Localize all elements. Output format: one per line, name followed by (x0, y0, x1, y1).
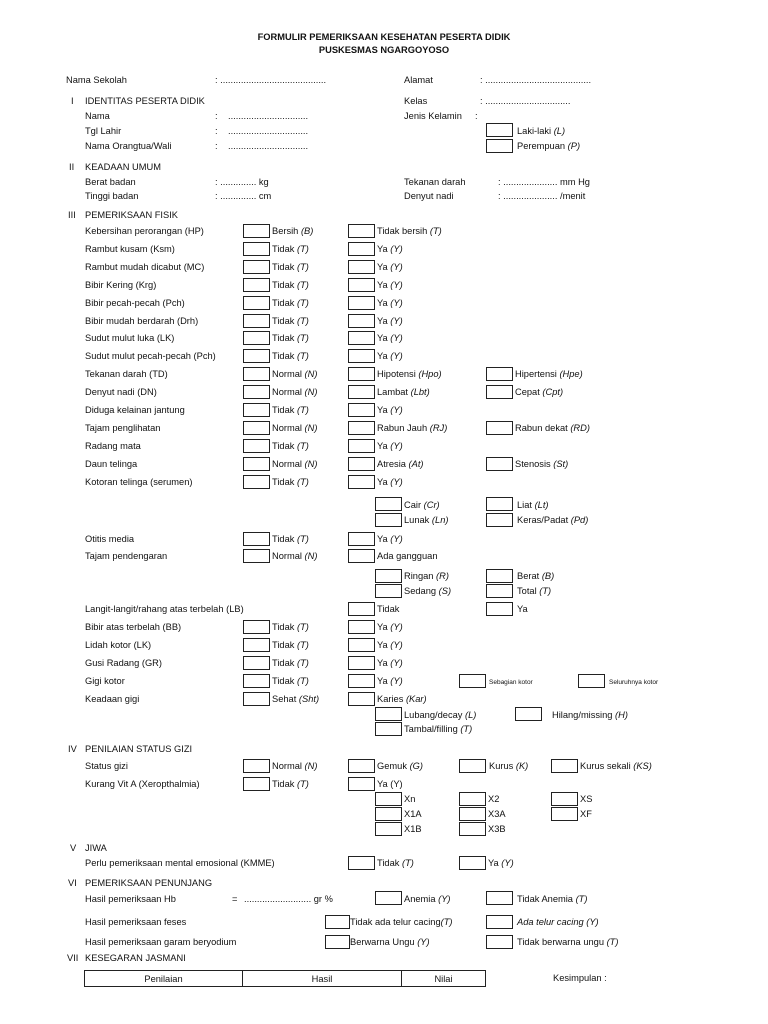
section-1-number: I (71, 96, 74, 106)
tajam-penglihatan-rabun-jauh-checkbox[interactable] (348, 421, 375, 435)
gusi-radang-gr-tidak-checkbox[interactable] (243, 656, 270, 670)
vita-tidak-option: Tidak (T) (272, 779, 309, 789)
bibir-pecah-pecah-pch-ya-checkbox[interactable] (348, 296, 375, 310)
lunak-checkbox[interactable] (375, 513, 402, 527)
radang-mata-tidak-option: Tidak (T) (272, 440, 309, 451)
daun-telinga-normal-option: Normal (N) (272, 458, 318, 469)
rambut-kusam-ksm-ya-option: Ya (Y) (377, 243, 403, 254)
bibir-kering-krg-ya-checkbox[interactable] (348, 278, 375, 292)
total-checkbox[interactable] (486, 584, 513, 598)
denyut-nadi-field[interactable]: : ..................... /menit (498, 191, 586, 201)
kurus-checkbox[interactable] (459, 759, 486, 773)
x3a-checkbox[interactable] (459, 807, 486, 821)
denyut-nadi-label: Denyut nadi (404, 191, 454, 201)
x1b-checkbox[interactable] (375, 822, 402, 836)
feses-label: Hasil pemeriksaan feses (85, 917, 187, 927)
row-label-tajam-penglihatan: Tajam penglihatan (85, 422, 161, 433)
vita-label: Kurang Vit A (Xeropthalmia) (85, 779, 200, 789)
jenis-kelamin-label: Jenis Kelamin (404, 111, 462, 121)
tekanan-darah-label: Tekanan darah (404, 177, 466, 187)
denyut-nadi-dn-normal-option: Normal (N) (272, 387, 318, 398)
tidak-cacing-option: Tidak ada telur cacing(T) (350, 917, 453, 927)
liat-option: Liat (Lt) (517, 500, 549, 510)
gigi-kotor-label: Gigi kotor (85, 676, 125, 686)
laki-laki-option: Laki-laki (L) (517, 126, 566, 136)
xn-option: Xn (404, 794, 416, 804)
gigi-tidak-option: Tidak (T) (272, 676, 309, 686)
table-header-penilaian: Penilaian (85, 971, 243, 987)
otitis-tidak-option: Tidak (T) (272, 534, 309, 544)
langit-ya-checkbox[interactable] (486, 602, 513, 616)
keadaan-gigi-label: Keadaan gigi (85, 694, 140, 704)
seluruh-kotor-checkbox[interactable] (578, 674, 605, 688)
cair-checkbox[interactable] (375, 497, 402, 511)
rambut-mudah-dicabut-mc-ya-checkbox[interactable] (348, 260, 375, 274)
berat-checkbox[interactable] (486, 569, 513, 583)
row-label-sudut-mulut-pecah-pecah-pch: Sudut mulut pecah-pecah (Pch) (85, 351, 216, 362)
denyut-nadi-dn-lambat-option: Lambat (Lbt) (377, 387, 430, 398)
tambal-option: Tambal/filling (T) (404, 724, 473, 734)
laki-laki-checkbox[interactable] (486, 123, 513, 137)
lidah-kotor-lk-ya-option: Ya (Y) (377, 640, 403, 650)
garam-label: Hasil pemeriksaan garam beryodium (85, 937, 237, 947)
table-header-nilai: Nilai (402, 971, 486, 987)
tajam-penglihatan-rabun-jauh-option: Rabun Jauh (RJ) (377, 422, 448, 433)
row-label-bibir-pecah-pecah-pch: Bibir pecah-pecah (Pch) (85, 297, 185, 308)
lunak-option: Lunak (Ln) (404, 515, 449, 525)
pendengaran-label: Tajam pendengaran (85, 551, 168, 561)
diduga-kelainan-jantung-tidak-checkbox[interactable] (243, 403, 270, 417)
denyut-nadi-dn-cepat-option: Cepat (Cpt) (515, 387, 564, 398)
xs-option: XS (580, 794, 593, 804)
gigi-ya-option: Ya (Y) (377, 676, 403, 686)
gizi-normal-option: Normal (N) (272, 761, 318, 771)
ada-cacing-checkbox[interactable] (486, 915, 513, 929)
otitis-tidak-checkbox[interactable] (243, 532, 270, 546)
x1b-option: X1B (404, 824, 422, 834)
bibir-mudah-berdarah-drh-ya-option: Ya (Y) (377, 315, 403, 326)
otitis-ya-checkbox[interactable] (348, 532, 375, 546)
tambal-checkbox[interactable] (375, 722, 402, 736)
section-1-title: IDENTITAS PESERTA DIDIK (85, 96, 205, 106)
xn-checkbox[interactable] (375, 792, 402, 806)
vita-ya-checkbox[interactable] (348, 777, 375, 791)
dengar-normal-option: Normal (N) (272, 551, 318, 561)
row-label-lidah-kotor-lk: Lidah kotor (LK) (85, 640, 152, 650)
section-4-number: IV (68, 744, 77, 754)
seluruh-kotor-option: Seluruhnya kotor (609, 679, 659, 686)
kotoran-telinga-serumen-tidak-checkbox[interactable] (243, 475, 270, 489)
row-label-daun-telinga: Daun telinga (85, 458, 138, 469)
sudut-mulut-luka-lk-ya-checkbox[interactable] (348, 331, 375, 345)
ortu-field[interactable]: ............................... (228, 141, 309, 151)
bibir-atas-terbelah-bb-tidak-checkbox[interactable] (243, 620, 270, 634)
denyut-nadi-dn-normal-checkbox[interactable] (243, 385, 270, 399)
tinggi-badan-field[interactable]: : .............. cm (215, 191, 272, 201)
gigi-tidak-checkbox[interactable] (243, 674, 270, 688)
alamat-label: Alamat (404, 75, 433, 85)
section-2-title: KEADAAN UMUM (85, 162, 161, 172)
denyut-nadi-dn-cepat-checkbox[interactable] (486, 385, 513, 399)
denyut-nadi-dn-lambat-checkbox[interactable] (348, 385, 375, 399)
anemia-option: Anemia (Y) (404, 894, 451, 904)
ringan-option: Ringan (R) (404, 571, 449, 581)
tekanan-darah-field[interactable]: : ..................... mm Hg (498, 177, 590, 187)
bibir-kering-krg-tidak-option: Tidak (T) (272, 279, 309, 290)
ungu-option: Berwarna Ungu (Y) (350, 937, 430, 947)
section-5-title: JIWA (85, 843, 107, 853)
nama-label: Nama (85, 111, 110, 121)
row-label-kebersihan-perorangan-hp: Kebersihan perorangan (HP) (85, 226, 204, 236)
rambut-mudah-dicabut-mc-tidak-option: Tidak (T) (272, 261, 309, 272)
ada-gangguan-checkbox[interactable] (348, 549, 375, 563)
sehat-option: Sehat (Sht) (272, 694, 320, 704)
lidah-kotor-lk-tidak-option: Tidak (T) (272, 640, 309, 650)
tgl-lahir-label: Tgl Lahir (85, 126, 122, 136)
section-3-title: PEMERIKSAAN FISIK (85, 210, 178, 220)
berat-badan-field[interactable]: : .............. kg (215, 177, 269, 187)
kotoran-telinga-serumen-tidak-option: Tidak (T) (272, 476, 309, 487)
rambut-mudah-dicabut-mc-ya-option: Ya (Y) (377, 261, 403, 272)
hilang-option: Hilang/missing (H) (552, 710, 628, 720)
anemia-checkbox[interactable] (375, 891, 402, 905)
hb-label: Hasil pemeriksaan Hb (85, 894, 176, 904)
colon: : (215, 141, 218, 151)
tajam-penglihatan-normal-checkbox[interactable] (243, 421, 270, 435)
tajam-penglihatan-rabun-dekat-checkbox[interactable] (486, 421, 513, 435)
langit-label: Langit-langit/rahang atas terbelah (LB) (85, 604, 244, 614)
bibir-atas-terbelah-bb-ya-option: Ya (Y) (377, 622, 403, 632)
tgl-lahir-field[interactable]: ............................... (228, 126, 309, 136)
bibir-atas-terbelah-bb-tidak-option: Tidak (T) (272, 622, 309, 632)
xf-option: XF (580, 809, 592, 819)
sebagian-kotor-option: Sebagian kotor (489, 679, 533, 686)
karies-checkbox[interactable] (348, 692, 375, 706)
lubang-checkbox[interactable] (375, 707, 402, 721)
tajam-penglihatan-rabun-dekat-option: Rabun dekat (RD) (515, 422, 590, 433)
bibir-kering-krg-ya-option: Ya (Y) (377, 279, 403, 290)
row-label-bibir-mudah-berdarah-drh: Bibir mudah berdarah (Drh) (85, 315, 199, 326)
row-label-bibir-atas-terbelah-bb: Bibir atas terbelah (BB) (85, 622, 182, 632)
radang-mata-tidak-checkbox[interactable] (243, 439, 270, 453)
hilang-checkbox[interactable] (515, 707, 542, 721)
bibir-pecah-pecah-pch-tidak-option: Tidak (T) (272, 297, 309, 308)
status-gizi-label: Status gizi (85, 761, 128, 771)
kurus-sekali-checkbox[interactable] (551, 759, 578, 773)
row-label-kotoran-telinga-serumen: Kotoran telinga (serumen) (85, 476, 193, 487)
otitis-label: Otitis media (85, 534, 135, 544)
row-label-rambut-mudah-dicabut-mc: Rambut mudah dicabut (MC) (85, 261, 205, 272)
kebersihan-perorangan-hp-tidak-bersih-checkbox[interactable] (348, 224, 375, 238)
lidah-kotor-lk-tidak-checkbox[interactable] (243, 638, 270, 652)
rambut-kusam-ksm-ya-checkbox[interactable] (348, 242, 375, 256)
keras-checkbox[interactable] (486, 513, 513, 527)
sekolah-field[interactable]: : ......................................... (215, 75, 327, 85)
tekanan-darah-td-hipotensi-option: Hipotensi (Hpo) (377, 369, 442, 380)
daun-telinga-atresia-checkbox[interactable] (348, 457, 375, 471)
sudut-mulut-pecah-pecah-pch-ya-option: Ya (Y) (377, 351, 403, 362)
hb-equals: = (232, 894, 238, 904)
section-2-number: II (69, 162, 75, 172)
sehat-checkbox[interactable] (243, 692, 270, 706)
kmme-tidak-checkbox[interactable] (348, 856, 375, 870)
xs-checkbox[interactable] (551, 792, 578, 806)
tidak-anemia-option: Tidak Anemia (T) (517, 894, 588, 904)
x1a-checkbox[interactable] (375, 807, 402, 821)
bibir-kering-krg-tidak-checkbox[interactable] (243, 278, 270, 292)
row-label-sudut-mulut-luka-lk: Sudut mulut luka (LK) (85, 333, 175, 344)
sedang-checkbox[interactable] (375, 584, 402, 598)
gizi-normal-checkbox[interactable] (243, 759, 270, 773)
diduga-kelainan-jantung-tidak-option: Tidak (T) (272, 405, 309, 415)
rambut-kusam-ksm-tidak-option: Tidak (T) (272, 243, 309, 254)
colon: : (475, 111, 478, 121)
liat-checkbox[interactable] (486, 497, 513, 511)
sekolah-label: Nama Sekolah (66, 75, 127, 85)
form-title: FORMULIR PEMERIKSAAN KESEHATAN PESERTA DIDIK (257, 32, 511, 42)
tekanan-darah-td-normal-checkbox[interactable] (243, 367, 270, 381)
x3a-option: X3A (488, 809, 506, 819)
row-label-tekanan-darah-td: Tekanan darah (TD) (85, 369, 168, 380)
kurus-option: Kurus (K) (489, 761, 529, 771)
langit-ya-option: Ya (517, 604, 528, 614)
kebersihan-perorangan-hp-bersih-option: Bersih (B) (272, 226, 314, 236)
radang-mata-ya-option: Ya (Y) (377, 440, 403, 451)
kebersihan-perorangan-hp-bersih-checkbox[interactable] (243, 224, 270, 238)
sedang-option: Sedang (S) (404, 586, 452, 596)
table-header-row (85, 971, 486, 987)
kmme-label: Perlu pemeriksaan mental emosional (KMME) (85, 858, 275, 868)
kmme-ya-checkbox[interactable] (459, 856, 486, 870)
tekanan-darah-td-hipertensi-option: Hipertensi (Hpe) (515, 369, 583, 380)
tekanan-darah-td-hipotensi-checkbox[interactable] (348, 367, 375, 381)
bibir-mudah-berdarah-drh-ya-checkbox[interactable] (348, 314, 375, 328)
table-header-hasil: Hasil (243, 971, 402, 987)
gusi-radang-gr-tidak-option: Tidak (T) (272, 658, 309, 668)
kesegaran-table (84, 970, 486, 987)
ada-gangguan-option: Ada gangguan (377, 551, 438, 561)
bibir-atas-terbelah-bb-ya-checkbox[interactable] (348, 620, 375, 634)
x1a-option: X1A (404, 809, 422, 819)
nama-field[interactable]: ............................... (228, 111, 309, 121)
daun-telinga-normal-checkbox[interactable] (243, 457, 270, 471)
lidah-kotor-lk-ya-checkbox[interactable] (348, 638, 375, 652)
section-4-title: PENILAIAN STATUS GIZI (85, 744, 193, 754)
tinggi-badan-label: Tinggi badan (85, 191, 139, 201)
sudut-mulut-pecah-pecah-pch-ya-checkbox[interactable] (348, 349, 375, 363)
xf-checkbox[interactable] (551, 807, 578, 821)
colon: : (215, 126, 218, 136)
section-3-number: III (68, 210, 76, 220)
rambut-mudah-dicabut-mc-tidak-checkbox[interactable] (243, 260, 270, 274)
section-5-number: V (70, 843, 77, 853)
keras-option: Keras/Padat (Pd) (517, 515, 589, 525)
berat-option: Berat (B) (517, 571, 555, 581)
gigi-ya-checkbox[interactable] (348, 674, 375, 688)
kotoran-telinga-serumen-ya-checkbox[interactable] (348, 475, 375, 489)
section-7-number: VII (67, 953, 79, 963)
row-label-rambut-kusam-ksm: Rambut kusam (Ksm) (85, 243, 175, 254)
tidak-ungu-checkbox[interactable] (486, 935, 513, 949)
sudut-mulut-pecah-pecah-pch-tidak-option: Tidak (T) (272, 351, 309, 362)
bibir-mudah-berdarah-drh-tidak-checkbox[interactable] (243, 314, 270, 328)
row-label-diduga-kelainan-jantung: Diduga kelainan jantung (85, 405, 185, 415)
row-label-bibir-kering-krg: Bibir Kering (Krg) (85, 279, 157, 290)
kelas-field[interactable]: : ................................. (480, 96, 571, 106)
langit-tidak-option: Tidak (377, 604, 400, 614)
tekanan-darah-td-normal-option: Normal (N) (272, 369, 318, 380)
daun-telinga-stenosis-option: Stenosis (St) (515, 458, 569, 469)
vita-ya-option: Ya (Y) (377, 779, 403, 789)
vita-tidak-checkbox[interactable] (243, 777, 270, 791)
kebersihan-perorangan-hp-tidak-bersih-option: Tidak bersih (T) (377, 226, 442, 236)
row-label-radang-mata: Radang mata (85, 440, 141, 451)
form-subtitle: PUSKESMAS NGARGOYOSO (318, 45, 450, 55)
kmme-ya-option: Ya (Y) (488, 858, 514, 868)
ringan-checkbox[interactable] (375, 569, 402, 583)
gusi-radang-gr-ya-option: Ya (Y) (377, 658, 403, 668)
kesimpulan-label: Kesimpulan : (553, 973, 607, 983)
hb-field[interactable]: .......................... gr % (244, 894, 333, 904)
dengar-normal-checkbox[interactable] (243, 549, 270, 563)
ortu-label: Nama Orangtua/Wali (85, 141, 172, 151)
section-6-title: PEMERIKSAAN PENUNJANG (85, 878, 213, 888)
tidak-ungu-option: Tidak berwarna ungu (T) (517, 937, 619, 947)
perempuan-option: Perempuan (P) (517, 141, 581, 151)
gusi-radang-gr-ya-checkbox[interactable] (348, 656, 375, 670)
kotoran-telinga-serumen-ya-option: Ya (Y) (377, 476, 403, 487)
sudut-mulut-luka-lk-tidak-checkbox[interactable] (243, 331, 270, 345)
perempuan-checkbox[interactable] (486, 139, 513, 153)
langit-tidak-checkbox[interactable] (348, 602, 375, 616)
otitis-ya-option: Ya (Y) (377, 534, 403, 544)
sudut-mulut-luka-lk-ya-option: Ya (Y) (377, 333, 403, 344)
total-option: Total (T) (517, 586, 552, 596)
kmme-tidak-option: Tidak (T) (377, 858, 414, 868)
bibir-pecah-pecah-pch-tidak-checkbox[interactable] (243, 296, 270, 310)
sudut-mulut-luka-lk-tidak-option: Tidak (T) (272, 333, 309, 344)
colon: : (215, 111, 218, 121)
tidak-anemia-checkbox[interactable] (486, 891, 513, 905)
berat-badan-label: Berat badan (85, 177, 136, 187)
rambut-kusam-ksm-tidak-checkbox[interactable] (243, 242, 270, 256)
radang-mata-ya-checkbox[interactable] (348, 439, 375, 453)
sudut-mulut-pecah-pecah-pch-tidak-checkbox[interactable] (243, 349, 270, 363)
diduga-kelainan-jantung-ya-checkbox[interactable] (348, 403, 375, 417)
x3b-checkbox[interactable] (459, 822, 486, 836)
alamat-field[interactable]: : ......................................... (480, 75, 592, 85)
row-label-gusi-radang-gr: Gusi Radang (GR) (85, 658, 162, 668)
row-label-denyut-nadi-dn: Denyut nadi (DN) (85, 387, 157, 398)
sebagian-kotor-checkbox[interactable] (459, 674, 486, 688)
section-6-number: VI (68, 878, 77, 888)
x3b-option: X3B (488, 824, 506, 834)
daun-telinga-atresia-option: Atresia (At) (377, 458, 424, 469)
lubang-option: Lubang/decay (L) (404, 710, 477, 720)
diduga-kelainan-jantung-ya-option: Ya (Y) (377, 405, 403, 415)
ada-cacing-option: Ada telur cacing (Y) (517, 917, 599, 927)
tidak-cacing-checkbox[interactable] (325, 915, 350, 929)
tajam-penglihatan-normal-option: Normal (N) (272, 422, 318, 433)
bibir-pecah-pecah-pch-ya-option: Ya (Y) (377, 297, 403, 308)
bibir-mudah-berdarah-drh-tidak-option: Tidak (T) (272, 315, 309, 326)
gemuk-option: Gemuk (G) (377, 761, 423, 771)
ungu-checkbox[interactable] (325, 935, 350, 949)
kelas-label: Kelas (404, 96, 428, 106)
x2-checkbox[interactable] (459, 792, 486, 806)
cair-option: Cair (Cr) (404, 500, 440, 510)
karies-option: Karies (Kar) (377, 694, 427, 704)
tekanan-darah-td-hipertensi-checkbox[interactable] (486, 367, 513, 381)
gemuk-checkbox[interactable] (348, 759, 375, 773)
kurus-sekali-option: Kurus sekali (KS) (580, 761, 652, 771)
section-7-title: KESEGARAN JASMANI (85, 953, 186, 963)
daun-telinga-stenosis-checkbox[interactable] (486, 457, 513, 471)
x2-option: X2 (488, 794, 500, 804)
